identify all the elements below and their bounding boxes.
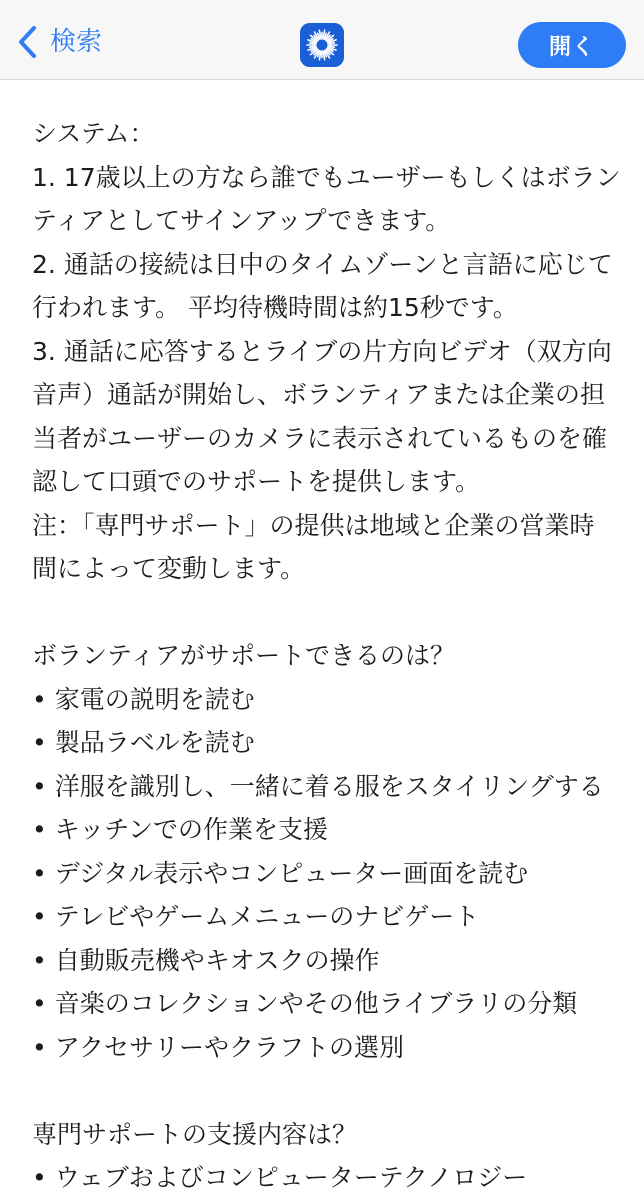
text-line: 注：「専門サポート」の提供は地域と企業の営業時 <box>32 510 595 540</box>
text-line: ティアとしてサインアップできます。 <box>32 206 451 235</box>
text-line: 認して口頭でのサポートを提供します。 <box>32 467 481 496</box>
list-item: • キッチンでの作業を支援 <box>32 815 328 844</box>
list-item: • アクセサリーやクラフトの選別 <box>32 1032 404 1062</box>
text-line: 3. 通話に応答するとライブの片方向ビデオ（双方向 <box>32 336 612 366</box>
list-item: • 洋服を識別し、一緒に着る服をスタイリングする <box>32 771 604 801</box>
paragraph-gap <box>32 1069 632 1113</box>
list-item: • デジタル表示やコンピューター画面を読む <box>32 858 529 888</box>
back-button-label: 検索 <box>50 27 103 57</box>
list-item: • ウェブおよびコンピューターテクノロジー <box>32 1163 528 1192</box>
paragraph-gap <box>32 591 632 635</box>
logo-ray <box>310 43 315 44</box>
text-line: 行われます。 平均待機時間は約15秒です。 <box>32 293 518 322</box>
open-button[interactable]: 開く <box>518 22 626 68</box>
back-button[interactable] <box>16 20 102 64</box>
app-icon <box>300 23 344 67</box>
list-item: • テレビやゲームメニューのナビゲート <box>32 902 480 931</box>
list-item: • 家電の説明を読む <box>32 684 255 714</box>
text-line: ボランティアがサポートできるのは？ <box>32 641 456 670</box>
text-line: 間によって変動します。 <box>32 554 306 583</box>
text-line: 音声）通話が開始し、ボランティアまたは企業の担 <box>32 380 606 409</box>
description-text <box>32 112 632 1200</box>
logo-ray <box>329 46 334 47</box>
logo-ray <box>329 43 334 44</box>
text-line: システム： <box>32 119 155 148</box>
logo-ray <box>310 46 315 47</box>
text-line: 2. 通話の接続は日中のタイムゾーンと言語に応じて <box>32 249 613 279</box>
text-line: 1. 17歳以上の方なら誰でもユーザーもしくはボラン <box>32 162 621 192</box>
text-line: 当者がユーザーのカメラに表示されているものを確 <box>32 423 608 453</box>
burst-logo-icon <box>300 23 344 67</box>
chevron-left-icon <box>16 25 38 59</box>
list-item: • 音楽のコレクションやその他ライブラリの分類 <box>32 989 578 1018</box>
list-item: • 製品ラベルを読む <box>32 728 255 757</box>
text-line: 専門サポートの支援内容は？ <box>32 1119 358 1149</box>
list-item: • 自動販売機やキオスクの操作 <box>32 945 380 975</box>
navigation-bar <box>0 0 644 80</box>
